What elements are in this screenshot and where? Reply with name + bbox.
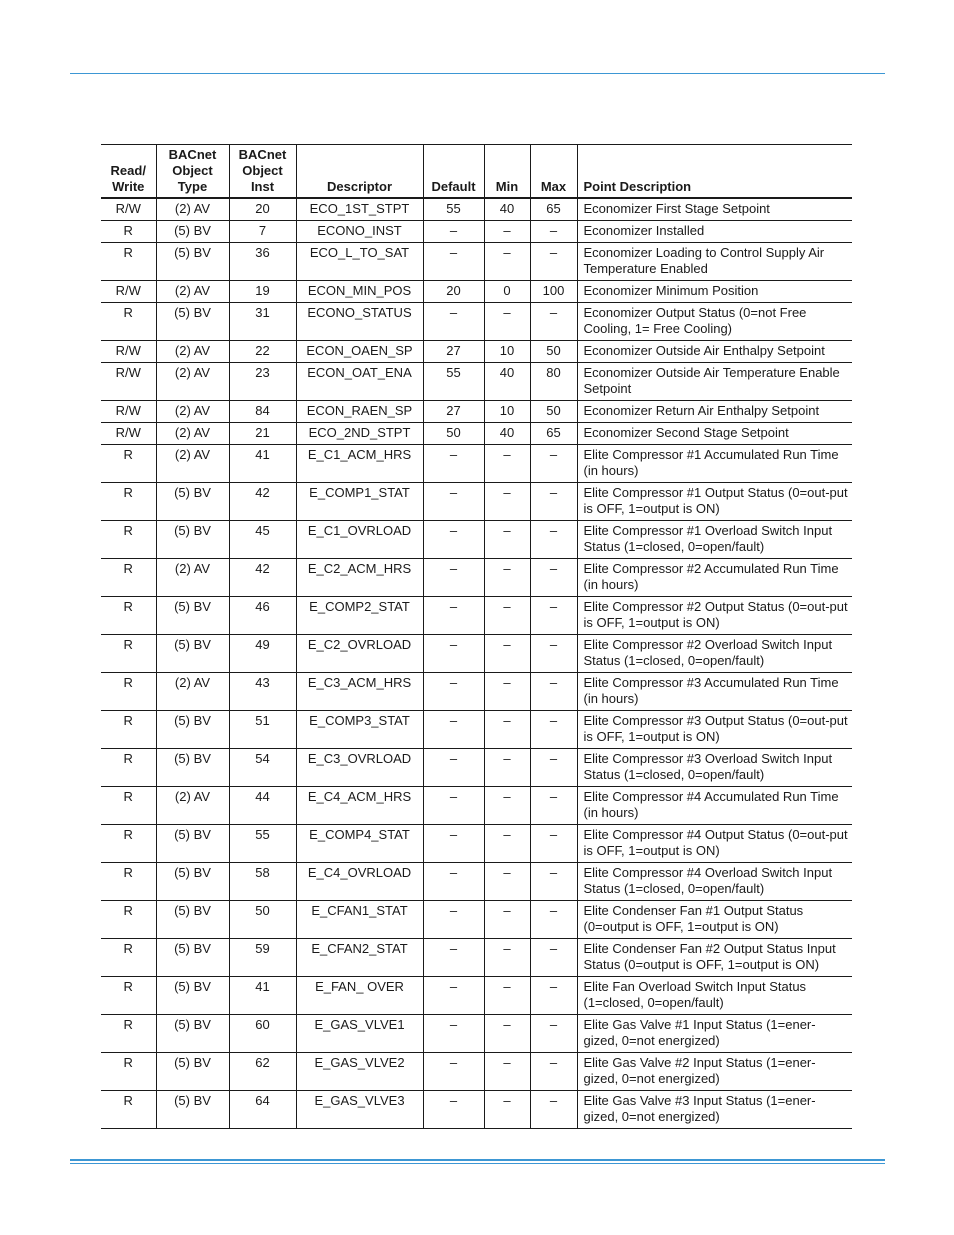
cell-read-write: R [101,1015,156,1053]
cell-min: – [484,901,530,939]
cell-object-inst: 36 [229,243,296,281]
table-body [101,198,852,1129]
cell-object-inst: 62 [229,1053,296,1091]
table-row [101,901,852,939]
cell-read-write: R/W [101,281,156,303]
cell-min: – [484,303,530,341]
cell-object-inst: 23 [229,363,296,401]
cell-object-inst: 21 [229,423,296,445]
cell-object-type: (2) AV [156,281,229,303]
cell-min: 40 [484,423,530,445]
cell-read-write: R/W [101,363,156,401]
cell-min: – [484,711,530,749]
cell-max: – [530,977,577,1015]
cell-read-write: R/W [101,341,156,363]
cell-descriptor: ECO_L_TO_SAT [296,243,423,281]
cell-max: – [530,901,577,939]
cell-max: – [530,635,577,673]
cell-default: – [423,597,484,635]
cell-read-write: R [101,221,156,243]
cell-object-inst: 59 [229,939,296,977]
cell-point-description: Elite Compressor #2 Accumulated Run Time (in hours) [577,559,852,597]
cell-object-inst: 45 [229,521,296,559]
cell-min: – [484,521,530,559]
table-row [101,445,852,483]
cell-default: – [423,483,484,521]
cell-default: – [423,977,484,1015]
cell-min: – [484,787,530,825]
cell-min: – [484,1091,530,1129]
cell-max: – [530,221,577,243]
table-row [101,977,852,1015]
cell-descriptor: E_C2_ACM_HRS [296,559,423,597]
cell-descriptor: E_COMP1_STAT [296,483,423,521]
cell-point-description: Elite Compressor #2 Output Status (0=out-put is OFF, 1=output is ON) [577,597,852,635]
cell-descriptor: E_C2_OVRLOAD [296,635,423,673]
cell-min: – [484,243,530,281]
cell-default: – [423,1015,484,1053]
cell-max: – [530,597,577,635]
cell-read-write: R [101,445,156,483]
cell-min: – [484,939,530,977]
cell-object-inst: 84 [229,401,296,423]
cell-min: – [484,673,530,711]
cell-min: – [484,1015,530,1053]
cell-object-type: (5) BV [156,901,229,939]
table-row [101,787,852,825]
cell-descriptor: E_C1_OVRLOAD [296,521,423,559]
cell-default: – [423,863,484,901]
cell-point-description: Elite Fan Overload Switch Input Status (1=closed, 0=open/fault) [577,977,852,1015]
cell-point-description: Elite Compressor #3 Accumulated Run Time (in hours) [577,673,852,711]
cell-object-inst: 44 [229,787,296,825]
cell-read-write: R [101,787,156,825]
cell-object-inst: 19 [229,281,296,303]
footer-rule-thin [70,1163,885,1164]
cell-point-description: Economizer Installed [577,221,852,243]
cell-max: 100 [530,281,577,303]
cell-min: – [484,483,530,521]
cell-read-write: R [101,863,156,901]
cell-point-description: Elite Compressor #1 Output Status (0=out-put is OFF, 1=output is ON) [577,483,852,521]
table-row [101,863,852,901]
cell-point-description: Elite Compressor #3 Overload Switch Input Status (1=closed, 0=open/fault) [577,749,852,787]
cell-object-type: (5) BV [156,243,229,281]
cell-min: – [484,825,530,863]
cell-descriptor: ECONO_INST [296,221,423,243]
cell-default: – [423,221,484,243]
cell-read-write: R [101,559,156,597]
cell-object-inst: 55 [229,825,296,863]
cell-default: – [423,673,484,711]
cell-object-inst: 41 [229,977,296,1015]
cell-object-type: (5) BV [156,1053,229,1091]
cell-default: 55 [423,198,484,221]
cell-object-inst: 60 [229,1015,296,1053]
cell-object-type: (5) BV [156,749,229,787]
cell-read-write: R [101,243,156,281]
cell-default: – [423,243,484,281]
cell-point-description: Elite Compressor #4 Accumulated Run Time (in hours) [577,787,852,825]
table-row [101,939,852,977]
cell-max: – [530,787,577,825]
cell-default: – [423,939,484,977]
cell-object-type: (5) BV [156,1091,229,1129]
cell-max: – [530,243,577,281]
table-row [101,221,852,243]
cell-object-type: (5) BV [156,597,229,635]
cell-max: 65 [530,198,577,221]
table-header-row [101,145,852,199]
header-max: Max [530,145,577,199]
cell-descriptor: E_GAS_VLVE3 [296,1091,423,1129]
header-min: Min [484,145,530,199]
table-row [101,559,852,597]
table-row [101,401,852,423]
cell-min: – [484,559,530,597]
cell-read-write: R [101,673,156,711]
header-rule [70,73,885,74]
cell-point-description: Economizer Outside Air Temperature Enable Setpoint [577,363,852,401]
cell-object-type: (2) AV [156,198,229,221]
cell-min: 10 [484,401,530,423]
table-row [101,303,852,341]
cell-read-write: R/W [101,401,156,423]
cell-read-write: R [101,303,156,341]
cell-read-write: R [101,521,156,559]
table-row [101,198,852,221]
table-row [101,1015,852,1053]
cell-default: – [423,1053,484,1091]
table-row [101,423,852,445]
table-row [101,597,852,635]
header-read-write: Read/ Write [101,145,156,199]
cell-min: – [484,1053,530,1091]
cell-read-write: R [101,483,156,521]
table-row [101,341,852,363]
cell-default: – [423,711,484,749]
cell-min: 40 [484,363,530,401]
cell-min: – [484,597,530,635]
cell-max: 50 [530,401,577,423]
cell-descriptor: E_GAS_VLVE2 [296,1053,423,1091]
cell-object-inst: 46 [229,597,296,635]
cell-max: – [530,445,577,483]
cell-max: – [530,939,577,977]
cell-read-write: R [101,1091,156,1129]
table-row [101,363,852,401]
cell-object-type: (5) BV [156,483,229,521]
cell-object-type: (5) BV [156,939,229,977]
cell-max: – [530,673,577,711]
cell-object-type: (2) AV [156,401,229,423]
cell-descriptor: E_GAS_VLVE1 [296,1015,423,1053]
cell-object-type: (5) BV [156,635,229,673]
cell-max: – [530,825,577,863]
cell-point-description: Elite Condenser Fan #2 Output Status Input Status (0=output is OFF, 1=output is ON) [577,939,852,977]
cell-descriptor: E_C4_OVRLOAD [296,863,423,901]
cell-descriptor: E_C4_ACM_HRS [296,787,423,825]
cell-min: – [484,977,530,1015]
cell-read-write: R [101,597,156,635]
cell-point-description: Economizer Output Status (0=not Free Cooling, 1= Free Cooling) [577,303,852,341]
cell-min: – [484,221,530,243]
table-row [101,243,852,281]
cell-min: 0 [484,281,530,303]
table-row [101,635,852,673]
cell-read-write: R [101,901,156,939]
cell-descriptor: E_CFAN2_STAT [296,939,423,977]
cell-object-type: (2) AV [156,559,229,597]
cell-point-description: Economizer First Stage Setpoint [577,198,852,221]
cell-max: 50 [530,341,577,363]
cell-min: – [484,445,530,483]
cell-read-write: R [101,825,156,863]
cell-default: 27 [423,401,484,423]
cell-default: 55 [423,363,484,401]
cell-point-description: Elite Compressor #2 Overload Switch Input Status (1=closed, 0=open/fault) [577,635,852,673]
cell-min: 10 [484,341,530,363]
cell-default: – [423,559,484,597]
cell-point-description: Elite Gas Valve #2 Input Status (1=ener-gized, 0=not energized) [577,1053,852,1091]
cell-point-description: Elite Compressor #4 Overload Switch Input Status (1=closed, 0=open/fault) [577,863,852,901]
cell-descriptor: ECO_2ND_STPT [296,423,423,445]
cell-object-inst: 49 [229,635,296,673]
table-row [101,521,852,559]
cell-max: – [530,483,577,521]
table-row [101,281,852,303]
cell-point-description: Economizer Return Air Enthalpy Setpoint [577,401,852,423]
cell-object-type: (2) AV [156,341,229,363]
cell-object-type: (5) BV [156,977,229,1015]
cell-point-description: Elite Compressor #1 Accumulated Run Time (in hours) [577,445,852,483]
cell-descriptor: ECON_OAEN_SP [296,341,423,363]
table-row [101,1091,852,1129]
cell-max: 80 [530,363,577,401]
cell-object-inst: 22 [229,341,296,363]
cell-object-type: (2) AV [156,363,229,401]
table-row [101,749,852,787]
cell-read-write: R [101,711,156,749]
cell-max: – [530,1015,577,1053]
cell-object-inst: 43 [229,673,296,711]
table-row [101,1053,852,1091]
cell-object-inst: 42 [229,559,296,597]
cell-object-inst: 58 [229,863,296,901]
cell-descriptor: E_CFAN1_STAT [296,901,423,939]
cell-default: – [423,1091,484,1129]
cell-descriptor: E_FAN_ OVER [296,977,423,1015]
cell-max: – [530,1091,577,1129]
cell-default: – [423,303,484,341]
cell-object-type: (5) BV [156,711,229,749]
cell-descriptor: ECON_OAT_ENA [296,363,423,401]
cell-object-inst: 50 [229,901,296,939]
cell-read-write: R [101,939,156,977]
cell-default: 50 [423,423,484,445]
cell-default: 27 [423,341,484,363]
cell-object-type: (2) AV [156,423,229,445]
cell-max: – [530,559,577,597]
cell-point-description: Elite Gas Valve #3 Input Status (1=ener-gized, 0=not energized) [577,1091,852,1129]
cell-default: 20 [423,281,484,303]
cell-point-description: Elite Gas Valve #1 Input Status (1=ener-gized, 0=not energized) [577,1015,852,1053]
cell-max: – [530,1053,577,1091]
cell-default: – [423,787,484,825]
cell-point-description: Economizer Loading to Control Supply Air Temperature Enabled [577,243,852,281]
cell-object-inst: 54 [229,749,296,787]
cell-descriptor: ECON_RAEN_SP [296,401,423,423]
cell-object-type: (2) AV [156,673,229,711]
cell-max: – [530,711,577,749]
cell-object-inst: 20 [229,198,296,221]
cell-max: – [530,749,577,787]
cell-object-type: (2) AV [156,445,229,483]
cell-descriptor: E_C1_ACM_HRS [296,445,423,483]
cell-object-type: (5) BV [156,825,229,863]
cell-descriptor: E_C3_OVRLOAD [296,749,423,787]
cell-default: – [423,901,484,939]
cell-object-type: (5) BV [156,303,229,341]
cell-max: – [530,863,577,901]
cell-object-inst: 31 [229,303,296,341]
cell-max: – [530,303,577,341]
cell-object-type: (5) BV [156,221,229,243]
cell-read-write: R/W [101,198,156,221]
cell-min: – [484,863,530,901]
cell-object-type: (2) AV [156,787,229,825]
bacnet-points-table [101,144,852,1129]
cell-read-write: R [101,749,156,787]
cell-object-type: (5) BV [156,863,229,901]
cell-descriptor: E_C3_ACM_HRS [296,673,423,711]
cell-min: 40 [484,198,530,221]
cell-point-description: Elite Compressor #1 Overload Switch Input Status (1=closed, 0=open/fault) [577,521,852,559]
cell-point-description: Economizer Second Stage Setpoint [577,423,852,445]
cell-min: – [484,635,530,673]
cell-default: – [423,635,484,673]
cell-read-write: R [101,635,156,673]
cell-default: – [423,825,484,863]
header-point-description: Point Description [577,145,852,199]
cell-max: 65 [530,423,577,445]
cell-object-inst: 64 [229,1091,296,1129]
header-descriptor: Descriptor [296,145,423,199]
cell-point-description: Elite Compressor #3 Output Status (0=out-put is OFF, 1=output is ON) [577,711,852,749]
cell-object-type: (5) BV [156,521,229,559]
cell-read-write: R [101,977,156,1015]
cell-point-description: Elite Condenser Fan #1 Output Status (0=output is OFF, 1=output is ON) [577,901,852,939]
cell-default: – [423,445,484,483]
cell-default: – [423,749,484,787]
cell-object-inst: 41 [229,445,296,483]
cell-point-description: Economizer Minimum Position [577,281,852,303]
table-row [101,711,852,749]
cell-descriptor: E_COMP3_STAT [296,711,423,749]
header-default: Default [423,145,484,199]
cell-min: – [484,749,530,787]
cell-descriptor: ECO_1ST_STPT [296,198,423,221]
footer-rule [70,1159,885,1161]
cell-read-write: R [101,1053,156,1091]
cell-point-description: Elite Compressor #4 Output Status (0=out-put is OFF, 1=output is ON) [577,825,852,863]
header-object-type: BACnet Object Type [156,145,229,199]
header-object-inst: BACnet Object Inst [229,145,296,199]
cell-read-write: R/W [101,423,156,445]
cell-descriptor: ECON_MIN_POS [296,281,423,303]
cell-descriptor: E_COMP2_STAT [296,597,423,635]
cell-object-inst: 51 [229,711,296,749]
table-row [101,483,852,521]
cell-object-type: (5) BV [156,1015,229,1053]
cell-max: – [530,521,577,559]
cell-descriptor: E_COMP4_STAT [296,825,423,863]
table-row [101,673,852,711]
table-row [101,825,852,863]
cell-object-inst: 42 [229,483,296,521]
cell-descriptor: ECONO_STATUS [296,303,423,341]
cell-object-inst: 7 [229,221,296,243]
cell-default: – [423,521,484,559]
cell-point-description: Economizer Outside Air Enthalpy Setpoint [577,341,852,363]
